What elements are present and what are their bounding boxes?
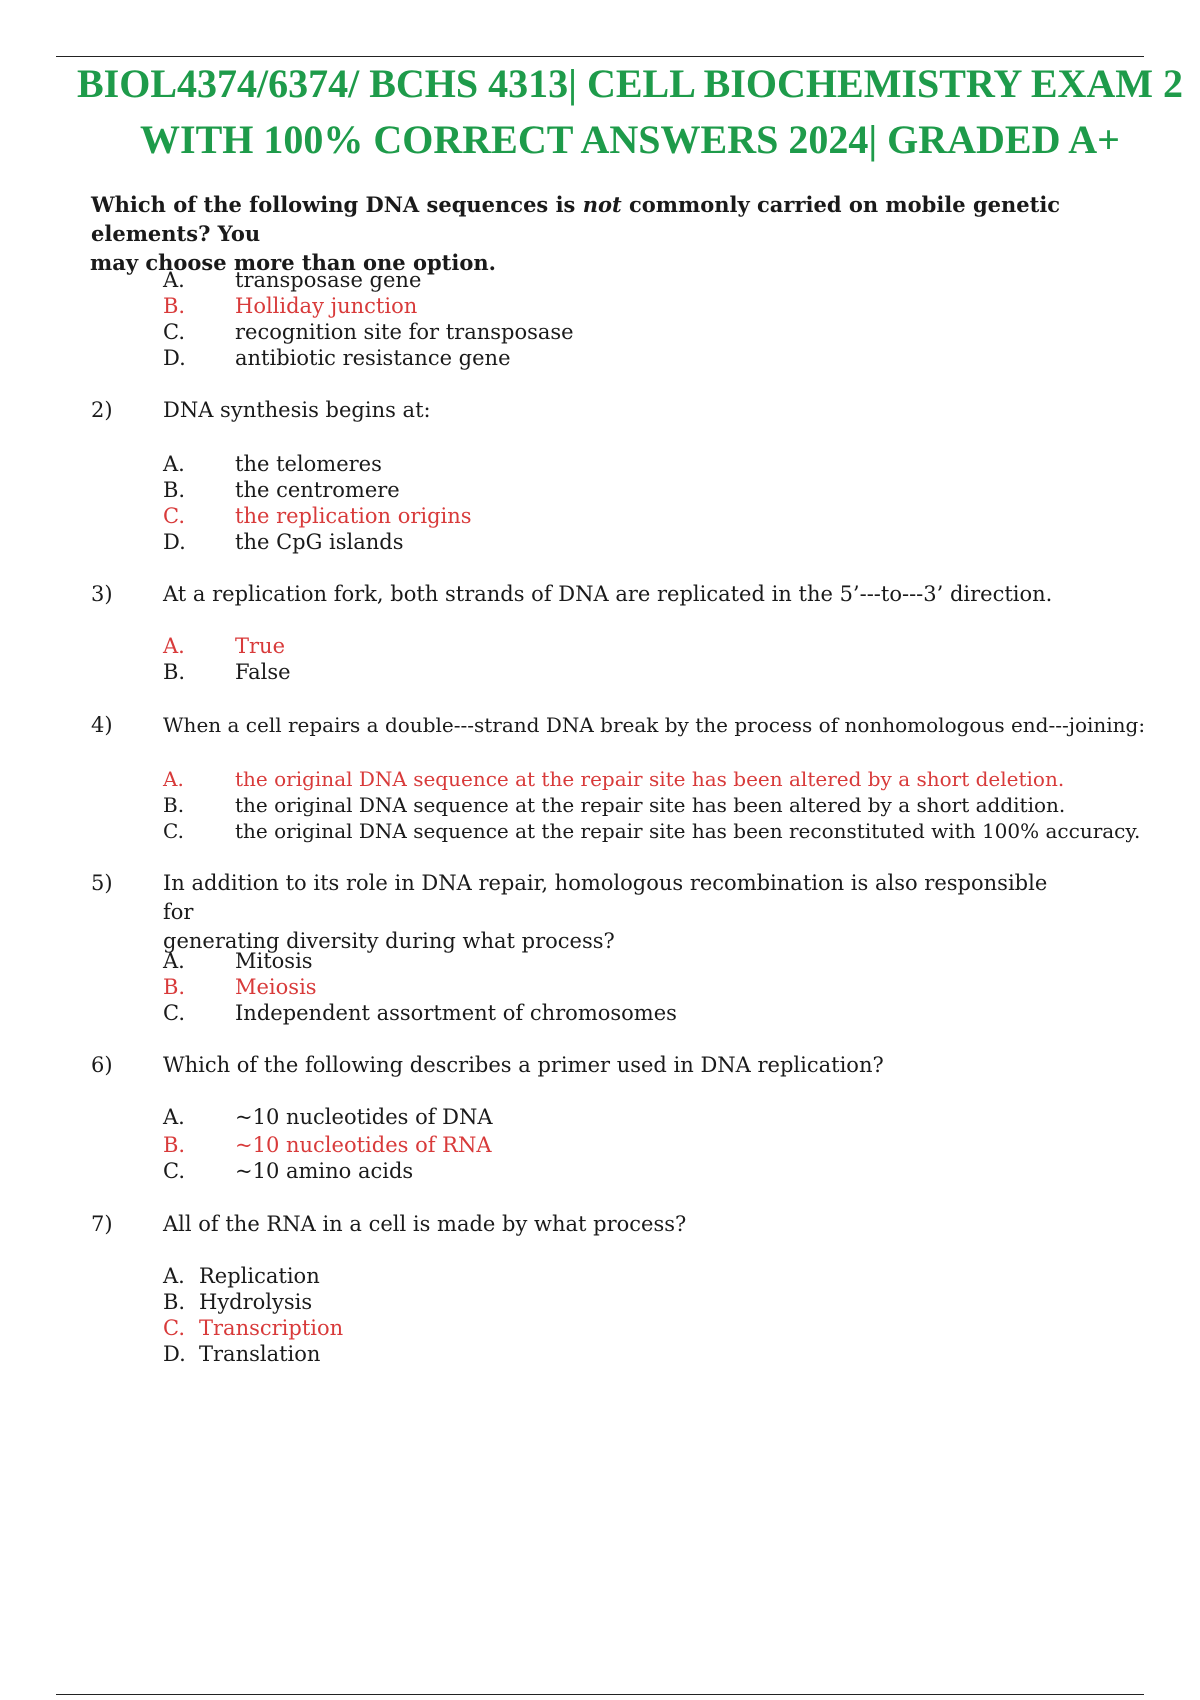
question-1-text bbox=[91, 190, 1171, 277]
q5-text bbox=[163, 869, 1063, 956]
q7-option-a: A. Replication bbox=[163, 1264, 320, 1288]
q7-option-b: B. Hydrolysis bbox=[163, 1290, 313, 1314]
title-line-1: BIOL4374/6374/ BCHS 4313| CELL BIOCHEMISTRY EXAM 2 bbox=[76, 61, 1184, 106]
q2-text: DNA synthesis begins at: bbox=[163, 398, 431, 422]
q3-text: At a replication fork, both strands of DNA are replicated in the 5’---to---3’ direction. bbox=[163, 582, 1053, 606]
q6-number: 6) bbox=[91, 1053, 113, 1077]
q1-text-after: commonly carried on mobile genetic elements? You bbox=[91, 192, 1061, 246]
q1-text-line-2: may choose more than one option. bbox=[90, 250, 496, 275]
q7-option-c-correct: C. Transcription bbox=[163, 1316, 344, 1340]
document-title bbox=[60, 56, 1200, 168]
q5-text-line-2: generating diversity during what process? bbox=[163, 929, 615, 953]
q1-text-emphasis: not bbox=[582, 192, 622, 217]
q5-number: 5) bbox=[91, 871, 113, 895]
q7-option-d: D. Translation bbox=[163, 1342, 321, 1366]
q4-text: When a cell repairs a double---strand DNA break by the process of nonhomologous end---joining: bbox=[163, 713, 1146, 737]
q7-text: All of the RNA in a cell is made by what process? bbox=[163, 1212, 687, 1236]
q1-text-before: Which of the following DNA sequences is bbox=[91, 192, 583, 217]
q6-text: Which of the following describes a primer used in DNA replication? bbox=[163, 1053, 884, 1077]
q7-number: 7) bbox=[91, 1212, 113, 1236]
q2-number: 2) bbox=[91, 398, 113, 422]
title-line-2: WITH 100% CORRECT ANSWERS 2024| GRADED A+ bbox=[140, 117, 1120, 162]
q3-number: 3) bbox=[91, 582, 113, 606]
q4-number: 4) bbox=[91, 713, 113, 737]
bottom-rule bbox=[56, 1694, 1144, 1695]
q5-text-line-1: In addition to its role in DNA repair, homologous recombination is also responsible for bbox=[163, 871, 1048, 924]
